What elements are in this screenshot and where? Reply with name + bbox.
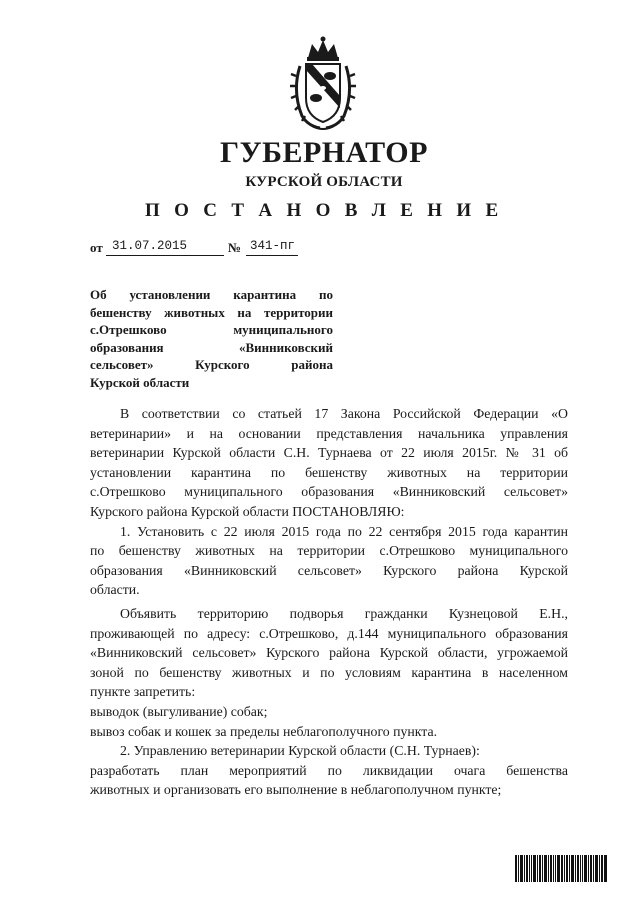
body-line: Курского района Курской области ПОСТАНОВЛЯЮ: (90, 503, 405, 519)
heading-line: Об установлении карантина по (90, 287, 333, 302)
body-line: по бешенству животных на территории с.Отрешково муниципального (90, 543, 568, 559)
body-line: проживающей по адресу: с.Отрешково, д.144 муниципального образования (90, 625, 568, 641)
date-value: 31.07.2015 (112, 239, 188, 253)
body-line: выводок (выгуливание) собак; (90, 703, 268, 719)
body-line: вывоз собак и кошек за пределы неблагополучного пункта. (90, 723, 438, 739)
document-type-title: П О С Т А Н О В Л Е Н И Е (145, 200, 503, 221)
body-line: ветеринарии Курской области С.Н. Турнаева от 22 июля 2015г. № 31 об (90, 445, 568, 461)
body-line: установлении карантина по бешенству животных на территории (90, 464, 568, 480)
number-label: № (228, 240, 242, 255)
body-line: 1. Установить с 22 июля 2015 года по 22 сентября 2015 года карантин (120, 523, 568, 539)
body-line: В соответствии со статьей 17 Закона Российской Федерации «О (120, 406, 568, 421)
date-underline (106, 255, 224, 256)
number-underline (246, 255, 298, 256)
body-line: разработать план мероприятий по ликвидации очага бешенства (90, 762, 568, 778)
heading-line: образования «Винниковский (90, 339, 333, 355)
number-value: 341-пг (250, 239, 296, 253)
body-line: зоной по бешенству животных и по условиям карантина в населенном (90, 664, 568, 680)
body-line: Объявить территорию подворья гражданки Кузнецовой Е.Н., (120, 605, 568, 621)
date-number-row (90, 238, 390, 258)
body-line: животных и организовать его выполнение в неблагополучном пункте; (90, 782, 502, 798)
region-subtitle: КУРСКОЙ ОБЛАСТИ (245, 174, 403, 190)
document-barcode (515, 855, 607, 882)
date-label: от (90, 240, 103, 255)
heading-line: Курской области (90, 374, 190, 390)
heading-line: сельсовет» Курского района (90, 357, 333, 373)
body-line: пункте запретить: (90, 684, 196, 700)
decree-heading (90, 286, 333, 392)
heading-line: бешенству животных на территории (90, 304, 333, 320)
body-line: образования «Винниковский сельсовет» Курского района Курской (90, 562, 568, 578)
decree-body (90, 404, 568, 800)
body-line: области. (90, 582, 140, 598)
body-line: «Винниковский сельсовет» Курского района Курской области, угрожаемой (90, 645, 568, 661)
governor-title: ГУБЕРНАТОР (220, 136, 428, 169)
body-line: с.Отрешково муниципального образования «Винниковский сельсовет» (90, 484, 568, 500)
body-line: ветеринарии» и на основании представления начальника управления (90, 425, 568, 441)
coat-of-arms-emblem (290, 36, 356, 132)
heading-line: с.Отрешково муниципального (90, 322, 333, 338)
body-line: 2. Управлению ветеринарии Курской области (С.Н. Турнаев): (120, 743, 480, 759)
